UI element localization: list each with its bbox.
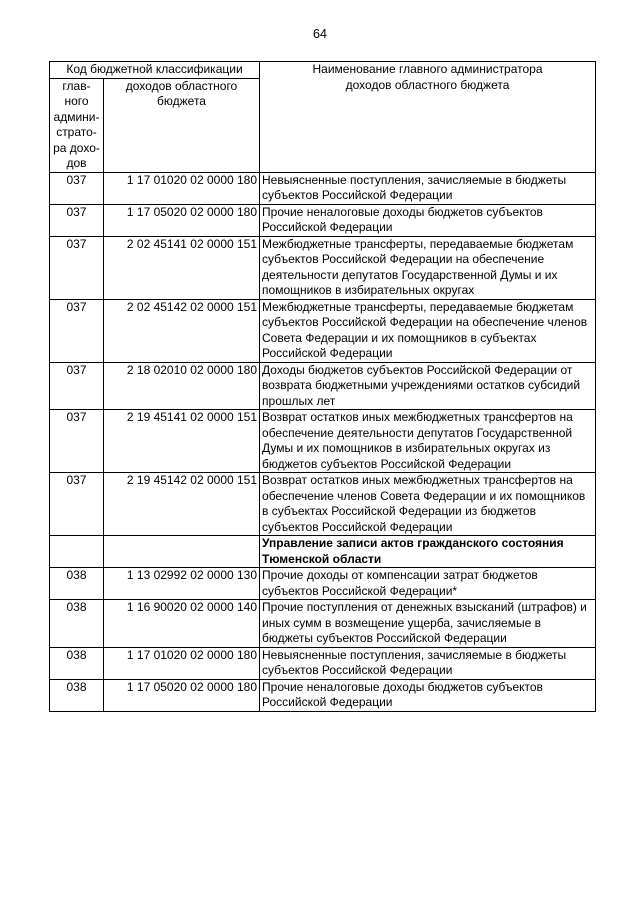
- admin-code-cell: 037: [50, 362, 104, 410]
- income-code-cell: 2 02 45141 02 0000 151: [104, 236, 260, 299]
- income-name-cell: Прочие доходы от компенсации затрат бюджетов субъектов Российской Федерации*: [260, 568, 596, 600]
- table-row: [50, 568, 596, 600]
- table-row: [50, 679, 596, 711]
- income-code-cell: 1 13 02992 02 0000 130: [104, 568, 260, 600]
- income-code-cell: 2 18 02010 02 0000 180: [104, 362, 260, 410]
- income-name-cell: Межбюджетные трансферты, передаваемые бюджетам субъектов Российской Федерации на обеспечение членов Совета Федерации и их помощников в субъектах Российской Федерации: [260, 299, 596, 362]
- table-row: [50, 410, 596, 473]
- income-name-cell: Управление записи актов гражданского состояния Тюменской области: [260, 536, 596, 568]
- admin-code-cell: 038: [50, 600, 104, 648]
- income-code-cell: 1 16 90020 02 0000 140: [104, 600, 260, 648]
- admin-code-cell: 038: [50, 568, 104, 600]
- income-name-cell: Прочие неналоговые доходы бюджетов субъектов Российской Федерации: [260, 204, 596, 236]
- income-code-cell: 1 17 05020 02 0000 180: [104, 679, 260, 711]
- header-administrator-name: Наименование главного администратора доходов областного бюджета: [260, 62, 596, 173]
- admin-code-cell: 037: [50, 204, 104, 236]
- admin-code-cell: 037: [50, 410, 104, 473]
- income-code-cell: 2 19 45142 02 0000 151: [104, 473, 260, 536]
- income-code-cell: [104, 536, 260, 568]
- table-row: [50, 647, 596, 679]
- budget-classification-table: [49, 61, 596, 712]
- admin-code-cell: 037: [50, 473, 104, 536]
- table-row: [50, 236, 596, 299]
- header-classification-code: Код бюджетной классификации: [50, 62, 260, 79]
- income-name-cell: Межбюджетные трансферты, передаваемые бюджетам субъектов Российской Федерации на обеспечение деятельности депутатов Государственной Думы и их помощников в избирательных округах: [260, 236, 596, 299]
- admin-code-cell: 037: [50, 299, 104, 362]
- table-row: [50, 362, 596, 410]
- income-name-cell: Возврат остатков иных межбюджетных трансфертов на обеспечение деятельности депутатов Государственной Думы и их помощников в избирательных округах из бюджетов субъектов Российской Федерации: [260, 410, 596, 473]
- admin-code-cell: 037: [50, 172, 104, 204]
- income-name-cell: Прочие поступления от денежных взысканий (штрафов) и иных сумм в возмещение ущерба, зачисляемые в бюджеты субъектов Российской Федерации: [260, 600, 596, 648]
- income-name-cell: Невыясненные поступления, зачисляемые в бюджеты субъектов Российской Федерации: [260, 172, 596, 204]
- table-row: [50, 204, 596, 236]
- admin-code-cell: 038: [50, 647, 104, 679]
- page-number: 64: [313, 27, 327, 41]
- header-admin-code: глав- ного админи- страто- ра дохо- дов: [50, 78, 104, 172]
- admin-code-cell: 037: [50, 236, 104, 299]
- table-row: [50, 299, 596, 362]
- income-name-cell: Доходы бюджетов субъектов Российской Федерации от возврата бюджетными учреждениями остатков субсидий прошлых лет: [260, 362, 596, 410]
- income-code-cell: 2 02 45142 02 0000 151: [104, 299, 260, 362]
- table-row: [50, 172, 596, 204]
- admin-code-cell: 038: [50, 679, 104, 711]
- table-row: [50, 536, 596, 568]
- income-code-cell: 2 19 45141 02 0000 151: [104, 410, 260, 473]
- income-name-cell: Прочие неналоговые доходы бюджетов субъектов Российской Федерации: [260, 679, 596, 711]
- income-code-cell: 1 17 05020 02 0000 180: [104, 204, 260, 236]
- admin-code-cell: [50, 536, 104, 568]
- income-code-cell: 1 17 01020 02 0000 180: [104, 647, 260, 679]
- income-name-cell: Невыясненные поступления, зачисляемые в бюджеты субъектов Российской Федерации: [260, 647, 596, 679]
- table-row: [50, 600, 596, 648]
- income-code-cell: 1 17 01020 02 0000 180: [104, 172, 260, 204]
- income-name-cell: Возврат остатков иных межбюджетных трансфертов на обеспечение членов Совета Федерации и их помощников в субъектах Российской Федерации из бюджетов субъектов Российской Федерации: [260, 473, 596, 536]
- table-row: [50, 473, 596, 536]
- header-income-code: доходов областного бюджета: [104, 78, 260, 172]
